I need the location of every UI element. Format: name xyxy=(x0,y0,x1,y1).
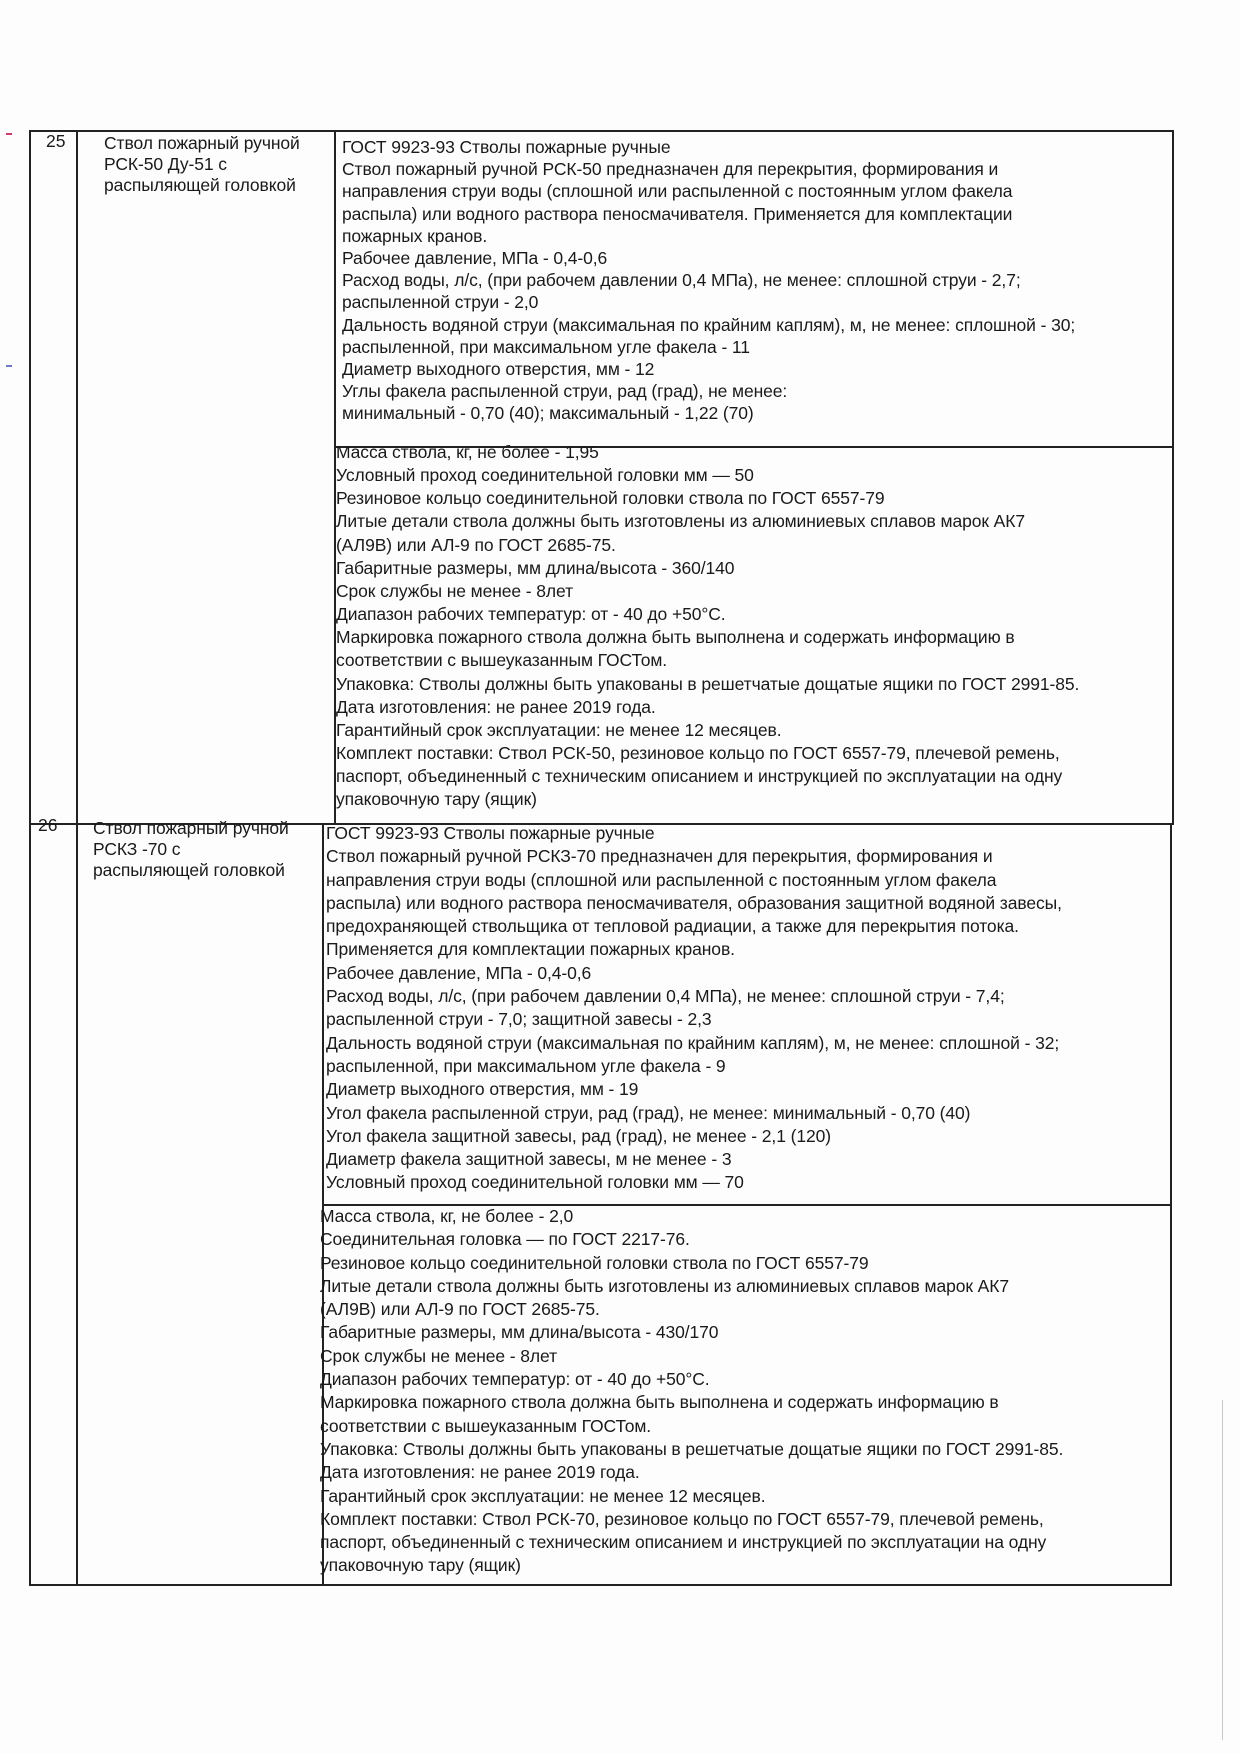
table-border-left xyxy=(29,130,31,1585)
table-column-divider xyxy=(76,130,78,1585)
table-border-top xyxy=(29,130,1174,132)
item-spec-block: Масса ствола, кг, не более - 1,95 Условный проход соединительной головки мм — 50 Резиновое кольцо соединительной головки ствола по ГОСТ 6557-79 Литые детали ствола должны быть изготовлены из алюминиевых сплавов марок АК7 (АЛ9В) или АЛ-9 по ГОСТ 2685-75. Габаритные размеры, мм длина/высота - 360/140 Срок службы не менее - 8лет Диапазон рабочих температур: от - 40 до +50°С. Маркировка пожарного ствола должна быть выполнена и содержать информацию в соответствии с вышеуказанным ГОСТом. Упаковка: Стволы должны быть упакованы в решетчатые дощатые ящики по ГОСТ 2991-85. Дата изготовления: не ранее 2019 года. Гарантийный срок эксплуатации: не менее 12 месяцев. Комплект поставки: Ствол РСК-50, резиновое кольцо по ГОСТ 6557-79, плечевой ремень, паспорт, объединенный с техническим описанием и инструкцией по эксплуатации на одну упаковочную тару (ящик) xyxy=(336,442,1080,810)
item-name: Ствол пожарный ручной РСК-50 Ду-51 с распыляющей головкой xyxy=(104,133,300,195)
scan-artifact xyxy=(6,133,12,135)
table-border-bottom xyxy=(29,1584,1172,1586)
item-spec-block: ГОСТ 9923-93 Стволы пожарные ручные Ствол пожарный ручной РСК-50 предназначен для перекрытия, формирования и направления струи воды (сплошной или распыленной с постоянным углом факела распыла) или водного раствора пеносмачивателя. Применяется для комплектации пожарных кранов. Рабочее давление, МПа - 0,4-0,6 Расход воды, л/с, (при рабочем давлении 0,4 МПа), не менее: сплошной струи - 2,7; распыленной струи - 2,0 Дальность водяной струи (максимальная по крайним каплям), м, не менее: сплошной - 30; распыленной, при максимальном угле факела - 11 Диаметр выходного отверстия, мм - 12 Углы факела распыленной струи, рад (град), не менее: минимальный - 0,70 (40); максимальный - 1,22 (70) xyxy=(342,137,1076,424)
row-number: 26 xyxy=(38,815,58,835)
item-spec-block: ГОСТ 9923-93 Стволы пожарные ручные Ствол пожарный ручной РСКЗ-70 предназначен для перекрытия, формирования и направления струи воды (сплошной или распыленной с постоянным углом факела распыла) или водного раствора пеносмачивателя, образования защитной водяной завесы, предохраняющей ствольщика от тепловой радиации, а также для перекрытия потока. Применяется для комплектации пожарных кранов. Рабочее давление, МПа - 0,4-0,6 Расход воды, л/с, (при рабочем давлении 0,4 МПа), не менее: сплошной струи - 7,4; распыленной струи - 7,0; защитной завесы - 2,3 Дальность водяной струи (максимальная по крайним каплям), м, не менее: сплошной - 32; распыленной, при максимальном угле факела - 9 Диаметр выходного отверстия, мм - 19 Угол факела распыленной струи, рад (град), не менее: минимальный - 0,70 (40) Угол факела защитной завесы, рад (град), не менее - 2,1 (120) Диаметр факела защитной завесы, м не менее - 3 Условный проход соединительной головки мм — 70 xyxy=(326,823,1062,1193)
item-name: Ствол пожарный ручной РСКЗ -70 с распыляющей головкой xyxy=(93,818,289,880)
table-border-right xyxy=(1172,130,1174,824)
item-spec-block: Масса ствола, кг, не более - 2,0 Соединительная головка — по ГОСТ 2217-76. Резиновое кольцо соединительной головки ствола по ГОСТ 6557-79 Литые детали ствола должны быть изготовлены из алюминиевых сплавов марок АК7 (АЛ9В) или АЛ-9 по ГОСТ 2685-75. Габаритные размеры, мм длина/высота - 430/170 Срок службы не менее - 8лет Диапазон рабочих температур: от - 40 до +50°С. Маркировка пожарного ствола должна быть выполнена и содержать информацию в соответствии с вышеуказанным ГОСТом. Упаковка: Стволы должны быть упакованы в решетчатые дощатые ящики по ГОСТ 2991-85. Дата изготовления: не ранее 2019 года. Гарантийный срок эксплуатации: не менее 12 месяцев. Комплект поставки: Ствол РСК-70, резиновое кольцо по ГОСТ 6557-79, плечевой ремень, паспорт, объединенный с техническим описанием и инструкцией по эксплуатации на одну упаковочную тару (ящик) xyxy=(320,1206,1064,1576)
scan-artifact xyxy=(6,365,12,367)
scan-edge-line xyxy=(1222,1400,1223,1740)
row-number: 25 xyxy=(46,131,66,151)
